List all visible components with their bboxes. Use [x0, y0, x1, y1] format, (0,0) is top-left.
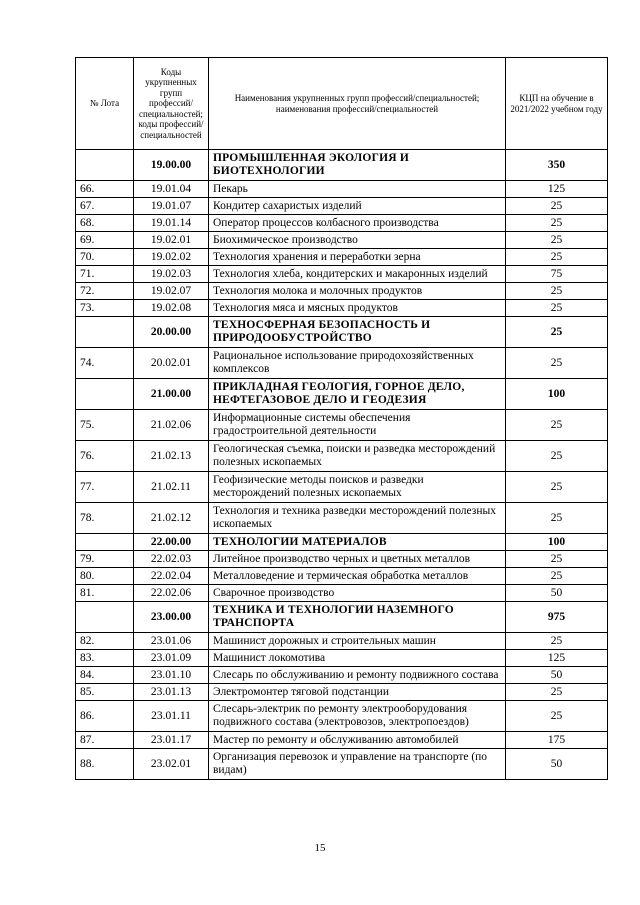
- group-row: [76, 317, 608, 348]
- code-cell: 22.02.03: [134, 551, 209, 568]
- lot-number-cell: 83.: [76, 650, 134, 667]
- quota-cell: 50: [506, 585, 608, 602]
- quota-cell: 25: [506, 684, 608, 701]
- code-cell: 20.00.00: [134, 317, 209, 348]
- name-cell: Сварочное производство: [209, 585, 506, 602]
- quota-cell: 25: [506, 300, 608, 317]
- lot-number-cell: 82.: [76, 633, 134, 650]
- code-cell: 21.02.13: [134, 441, 209, 472]
- name-cell: Слесарь-электрик по ремонту электрооборудования подвижного состава (электровозов, электропоездов): [209, 701, 506, 732]
- code-cell: 19.02.02: [134, 249, 209, 266]
- name-cell: Биохимическое производство: [209, 232, 506, 249]
- quota-cell: 25: [506, 568, 608, 585]
- lot-number-cell: 74.: [76, 348, 134, 379]
- quota-cell: 125: [506, 650, 608, 667]
- code-cell: 23.01.13: [134, 684, 209, 701]
- name-cell: Оператор процессов колбасного производства: [209, 215, 506, 232]
- lot-number-cell: [76, 602, 134, 633]
- code-cell: 19.01.07: [134, 198, 209, 215]
- lot-number-cell: [76, 534, 134, 551]
- lot-number-cell: 85.: [76, 684, 134, 701]
- table-row: [76, 348, 608, 379]
- professions-table: [75, 57, 608, 780]
- quota-cell: 25: [506, 410, 608, 441]
- lot-number-cell: 79.: [76, 551, 134, 568]
- code-cell: 19.02.01: [134, 232, 209, 249]
- table-row: [76, 300, 608, 317]
- code-cell: 23.01.10: [134, 667, 209, 684]
- name-cell: Машинист дорожных и строительных машин: [209, 633, 506, 650]
- header-quota: КЦП на обучение в 2021/2022 учебном году: [506, 58, 608, 150]
- name-cell: Организация перевозок и управление на транспорте (по видам): [209, 749, 506, 780]
- code-cell: 19.01.04: [134, 181, 209, 198]
- header-lot-number: № Лота: [76, 58, 134, 150]
- code-cell: 23.01.09: [134, 650, 209, 667]
- name-cell: Технология молока и молочных продуктов: [209, 283, 506, 300]
- lot-number-cell: 88.: [76, 749, 134, 780]
- lot-number-cell: [76, 379, 134, 410]
- code-cell: 19.00.00: [134, 150, 209, 181]
- table-row: [76, 215, 608, 232]
- table-row: [76, 633, 608, 650]
- code-cell: 22.02.04: [134, 568, 209, 585]
- lot-number-cell: 78.: [76, 503, 134, 534]
- code-cell: 21.00.00: [134, 379, 209, 410]
- name-cell: ТЕХНОСФЕРНАЯ БЕЗОПАСНОСТЬ И ПРИРОДООБУСТРОЙСТВО: [209, 317, 506, 348]
- quota-cell: 50: [506, 749, 608, 780]
- name-cell: Технология мяса и мясных продуктов: [209, 300, 506, 317]
- lot-number-cell: 69.: [76, 232, 134, 249]
- code-cell: 19.01.14: [134, 215, 209, 232]
- table-row: [76, 749, 608, 780]
- name-cell: Технология и техника разведки месторождений полезных ископаемых: [209, 503, 506, 534]
- code-cell: 21.02.11: [134, 472, 209, 503]
- page-number: 15: [314, 842, 326, 854]
- quota-cell: 50: [506, 667, 608, 684]
- lot-number-cell: 86.: [76, 701, 134, 732]
- quota-cell: 25: [506, 317, 608, 348]
- group-row: [76, 534, 608, 551]
- table-row: [76, 283, 608, 300]
- name-cell: ПРИКЛАДНАЯ ГЕОЛОГИЯ, ГОРНОЕ ДЕЛО, НЕФТЕГАЗОВОЕ ДЕЛО И ГЕОДЕЗИЯ: [209, 379, 506, 410]
- code-cell: 22.00.00: [134, 534, 209, 551]
- table-row: [76, 568, 608, 585]
- lot-number-cell: 66.: [76, 181, 134, 198]
- quota-cell: 25: [506, 249, 608, 266]
- name-cell: Кондитер сахаристых изделий: [209, 198, 506, 215]
- table-row: [76, 410, 608, 441]
- name-cell: ТЕХНИКА И ТЕХНОЛОГИИ НАЗЕМНОГО ТРАНСПОРТА: [209, 602, 506, 633]
- table-row: [76, 441, 608, 472]
- quota-cell: 175: [506, 732, 608, 749]
- code-cell: 20.02.01: [134, 348, 209, 379]
- group-row: [76, 379, 608, 410]
- name-cell: Литейное производство черных и цветных металлов: [209, 551, 506, 568]
- name-cell: Технология хлеба, кондитерских и макаронных изделий: [209, 266, 506, 283]
- code-cell: 23.01.06: [134, 633, 209, 650]
- quota-cell: 125: [506, 181, 608, 198]
- code-cell: 23.01.11: [134, 701, 209, 732]
- table-row: [76, 585, 608, 602]
- code-cell: 21.02.06: [134, 410, 209, 441]
- lot-number-cell: 80.: [76, 568, 134, 585]
- quota-cell: 100: [506, 534, 608, 551]
- name-cell: ТЕХНОЛОГИИ МАТЕРИАЛОВ: [209, 534, 506, 551]
- table-row: [76, 266, 608, 283]
- code-cell: 22.02.06: [134, 585, 209, 602]
- code-cell: 23.02.01: [134, 749, 209, 780]
- group-row: [76, 602, 608, 633]
- quota-cell: 25: [506, 441, 608, 472]
- quota-cell: 25: [506, 503, 608, 534]
- table-row: [76, 684, 608, 701]
- table-row: [76, 472, 608, 503]
- quota-cell: 100: [506, 379, 608, 410]
- name-cell: ПРОМЫШЛЕННАЯ ЭКОЛОГИЯ И БИОТЕХНОЛОГИИ: [209, 150, 506, 181]
- table-row: [76, 650, 608, 667]
- name-cell: Рациональное использование природохозяйственных комплексов: [209, 348, 506, 379]
- lot-number-cell: 71.: [76, 266, 134, 283]
- name-cell: Машинист локомотива: [209, 650, 506, 667]
- lot-number-cell: 75.: [76, 410, 134, 441]
- table-row: [76, 198, 608, 215]
- quota-cell: 25: [506, 232, 608, 249]
- lot-number-cell: 76.: [76, 441, 134, 472]
- name-cell: Мастер по ремонту и обслуживанию автомобилей: [209, 732, 506, 749]
- quota-cell: 75: [506, 266, 608, 283]
- header-codes: Коды укрупненных групп профессий/ специальностей; коды профессий/ специальностей: [134, 58, 209, 150]
- quota-cell: 25: [506, 348, 608, 379]
- name-cell: Геофизические методы поисков и разведки месторождений полезных ископаемых: [209, 472, 506, 503]
- name-cell: Металловедение и термическая обработка металлов: [209, 568, 506, 585]
- name-cell: Информационные системы обеспечения градостроительной деятельности: [209, 410, 506, 441]
- table-row: [76, 503, 608, 534]
- lot-number-cell: 81.: [76, 585, 134, 602]
- code-cell: 19.02.03: [134, 266, 209, 283]
- lot-number-cell: 68.: [76, 215, 134, 232]
- header-names: Наименования укрупненных групп профессий/специальностей; наименования профессий/специальностей: [209, 58, 506, 150]
- quota-cell: 975: [506, 602, 608, 633]
- lot-number-cell: 70.: [76, 249, 134, 266]
- table-row: [76, 732, 608, 749]
- name-cell: Геологическая съемка, поиски и разведка месторождений полезных ископаемых: [209, 441, 506, 472]
- lot-number-cell: 73.: [76, 300, 134, 317]
- quota-cell: 25: [506, 215, 608, 232]
- lot-number-cell: 67.: [76, 198, 134, 215]
- code-cell: 23.01.17: [134, 732, 209, 749]
- lot-number-cell: [76, 317, 134, 348]
- quota-cell: 25: [506, 198, 608, 215]
- quota-cell: 25: [506, 551, 608, 568]
- table-row: [76, 181, 608, 198]
- table-row: [76, 551, 608, 568]
- lot-number-cell: 87.: [76, 732, 134, 749]
- code-cell: 21.02.12: [134, 503, 209, 534]
- code-cell: 19.02.08: [134, 300, 209, 317]
- lot-number-cell: 77.: [76, 472, 134, 503]
- lot-number-cell: 84.: [76, 667, 134, 684]
- name-cell: Слесарь по обслуживанию и ремонту подвижного состава: [209, 667, 506, 684]
- quota-cell: 25: [506, 633, 608, 650]
- table-row: [76, 667, 608, 684]
- name-cell: Пекарь: [209, 181, 506, 198]
- table-row: [76, 232, 608, 249]
- table-row: [76, 249, 608, 266]
- table-header-row: [76, 58, 608, 150]
- quota-cell: 25: [506, 472, 608, 503]
- table-body: [76, 150, 608, 780]
- lot-number-cell: [76, 150, 134, 181]
- name-cell: Технология хранения и переработки зерна: [209, 249, 506, 266]
- code-cell: 19.02.07: [134, 283, 209, 300]
- group-row: [76, 150, 608, 181]
- lot-number-cell: 72.: [76, 283, 134, 300]
- code-cell: 23.00.00: [134, 602, 209, 633]
- quota-cell: 25: [506, 283, 608, 300]
- quota-cell: 350: [506, 150, 608, 181]
- name-cell: Электромонтер тяговой подстанции: [209, 684, 506, 701]
- quota-cell: 25: [506, 701, 608, 732]
- table-row: [76, 701, 608, 732]
